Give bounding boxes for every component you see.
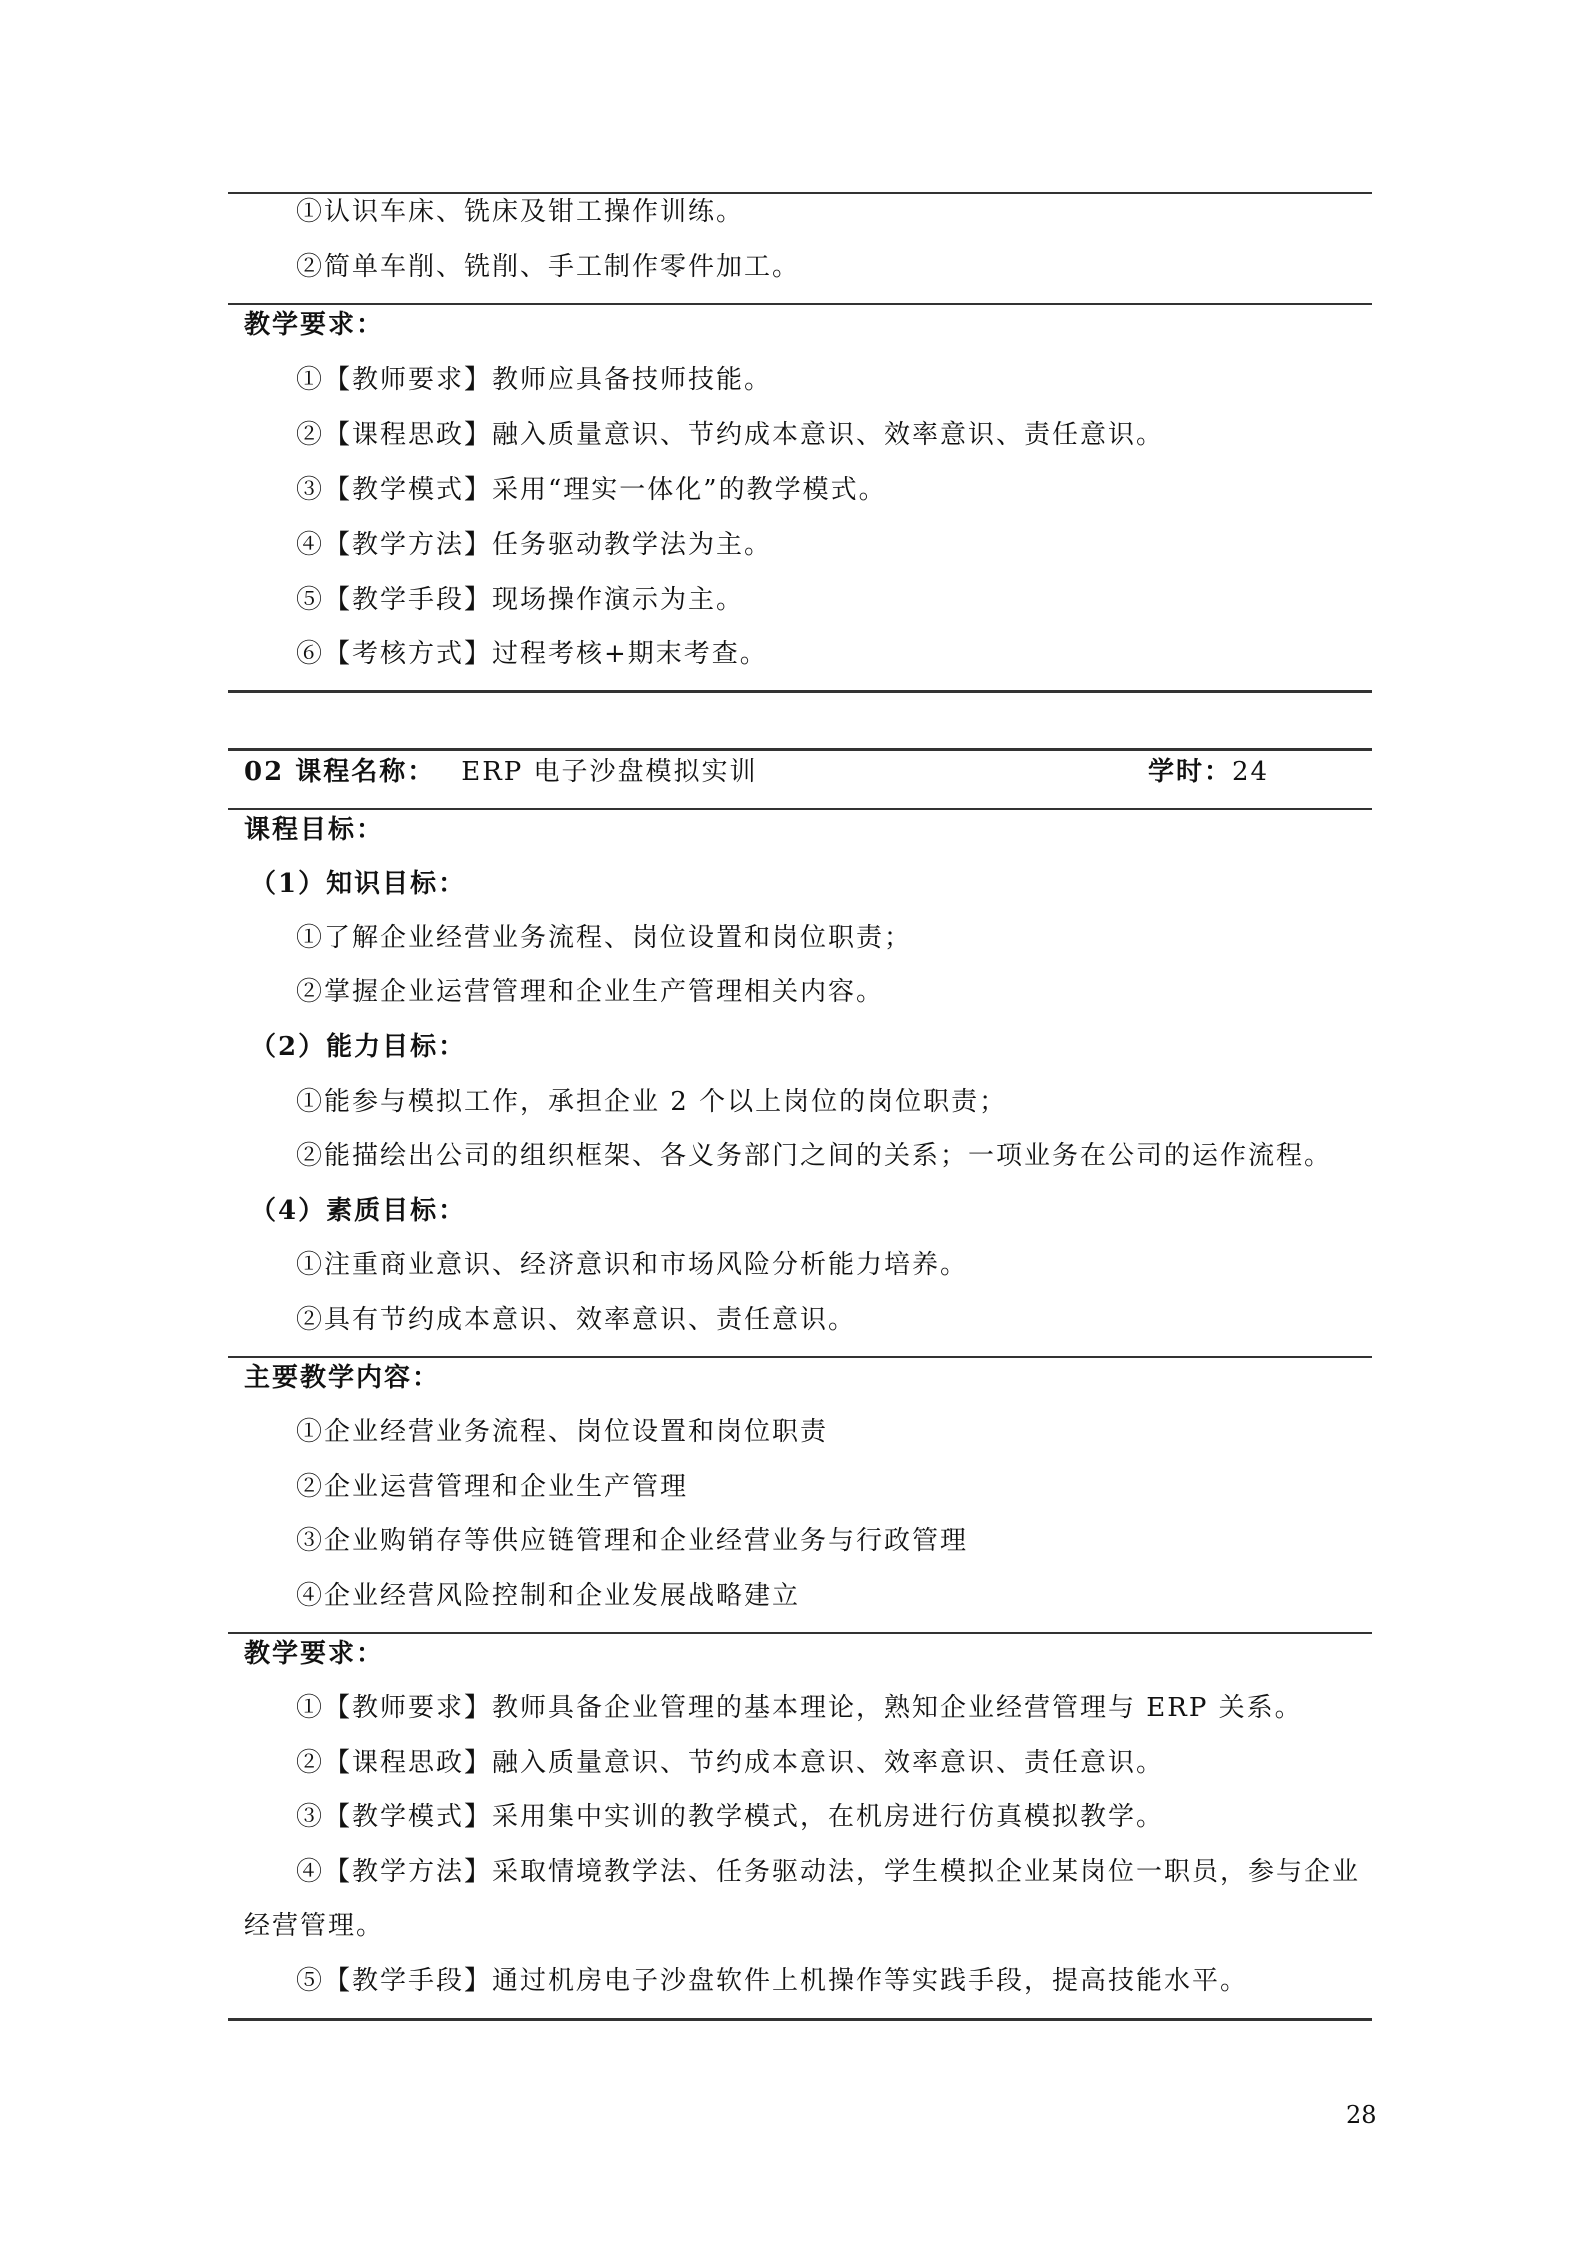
objectives-heading: 课程目标： xyxy=(244,815,385,845)
requirement-item: ①【教师要求】教师应具备技师技能。 xyxy=(296,365,773,395)
knowledge-item: ②掌握企业运营管理和企业生产管理相关内容。 xyxy=(296,977,885,1007)
quality-heading: （4）素质目标： xyxy=(250,1196,467,1226)
ability-item: ②能描绘出公司的组织框架、各义务部门之间的关系；一项业务在公司的运作流程。 xyxy=(296,1141,1333,1171)
table-top-rule xyxy=(228,748,1372,751)
requirement-item: ④【教学方法】任务驱动教学法为主。 xyxy=(296,530,773,560)
hours-value: 24 xyxy=(1232,757,1270,787)
requirement-item: ①【教师要求】教师具备企业管理的基本理论，熟知企业经营管理与 ERP 关系。 xyxy=(296,1693,1303,1723)
table-bottom-rule xyxy=(228,2018,1372,2021)
course-name: ERP 电子沙盘模拟实训 xyxy=(461,757,758,787)
row-divider xyxy=(228,1632,1372,1634)
table-bottom-rule xyxy=(228,690,1372,693)
content-item: ②简单车削、铣削、手工制作零件加工。 xyxy=(296,252,801,282)
row-divider xyxy=(228,808,1372,810)
page-number: 28 xyxy=(1346,2101,1377,2129)
requirement-item: ②【课程思政】融入质量意识、节约成本意识、效率意识、责任意识。 xyxy=(296,420,1165,450)
hours-label: 学时： xyxy=(1148,757,1233,787)
course-name-label: 02 课程名称： xyxy=(244,757,436,787)
quality-item: ①注重商业意识、经济意识和市场风险分析能力培养。 xyxy=(296,1250,969,1280)
content-item: ④企业经营风险控制和企业发展战略建立 xyxy=(296,1581,801,1611)
content-item: ①认识车床、铣床及钳工操作训练。 xyxy=(296,197,745,227)
requirement-item: ③【教学模式】采用“理实一体化”的教学模式。 xyxy=(296,475,887,505)
requirements-heading: 教学要求： xyxy=(244,310,385,340)
ability-item: ①能参与模拟工作，承担企业 2 个以上岗位的岗位职责； xyxy=(296,1087,1008,1117)
content-heading: 主要教学内容： xyxy=(244,1363,441,1393)
knowledge-item: ①了解企业经营业务流程、岗位设置和岗位职责； xyxy=(296,923,913,953)
knowledge-heading: （1）知识目标： xyxy=(250,869,467,899)
requirement-item: ④【教学方法】采取情境教学法、任务驱动法，学生模拟企业某岗位一职员，参与企业 xyxy=(296,1857,1361,1887)
requirement-item-continuation: 经营管理。 xyxy=(244,1911,385,1941)
ability-heading: （2）能力目标： xyxy=(250,1032,467,1062)
requirements-heading: 教学要求： xyxy=(244,1639,385,1669)
requirement-item: ③【教学模式】采用集中实训的教学模式，在机房进行仿真模拟教学。 xyxy=(296,1802,1165,1832)
requirement-item: ⑥【考核方式】过程考核+期末考查。 xyxy=(296,639,768,669)
row-divider xyxy=(228,303,1372,305)
requirement-item: ②【课程思政】融入质量意识、节约成本意识、效率意识、责任意识。 xyxy=(296,1748,1165,1778)
content-item: ①企业经营业务流程、岗位设置和岗位职责 xyxy=(296,1417,829,1447)
course-name-row xyxy=(244,752,758,792)
requirement-item: ⑤【教学手段】通过机房电子沙盘软件上机操作等实践手段，提高技能水平。 xyxy=(296,1966,1249,1996)
quality-item: ②具有节约成本意识、效率意识、责任意识。 xyxy=(296,1305,857,1335)
course-hours xyxy=(1148,752,1269,792)
content-item: ②企业运营管理和企业生产管理 xyxy=(296,1472,689,1502)
content-item: ③企业购销存等供应链管理和企业经营业务与行政管理 xyxy=(296,1526,969,1556)
requirement-item: ⑤【教学手段】现场操作演示为主。 xyxy=(296,585,745,615)
